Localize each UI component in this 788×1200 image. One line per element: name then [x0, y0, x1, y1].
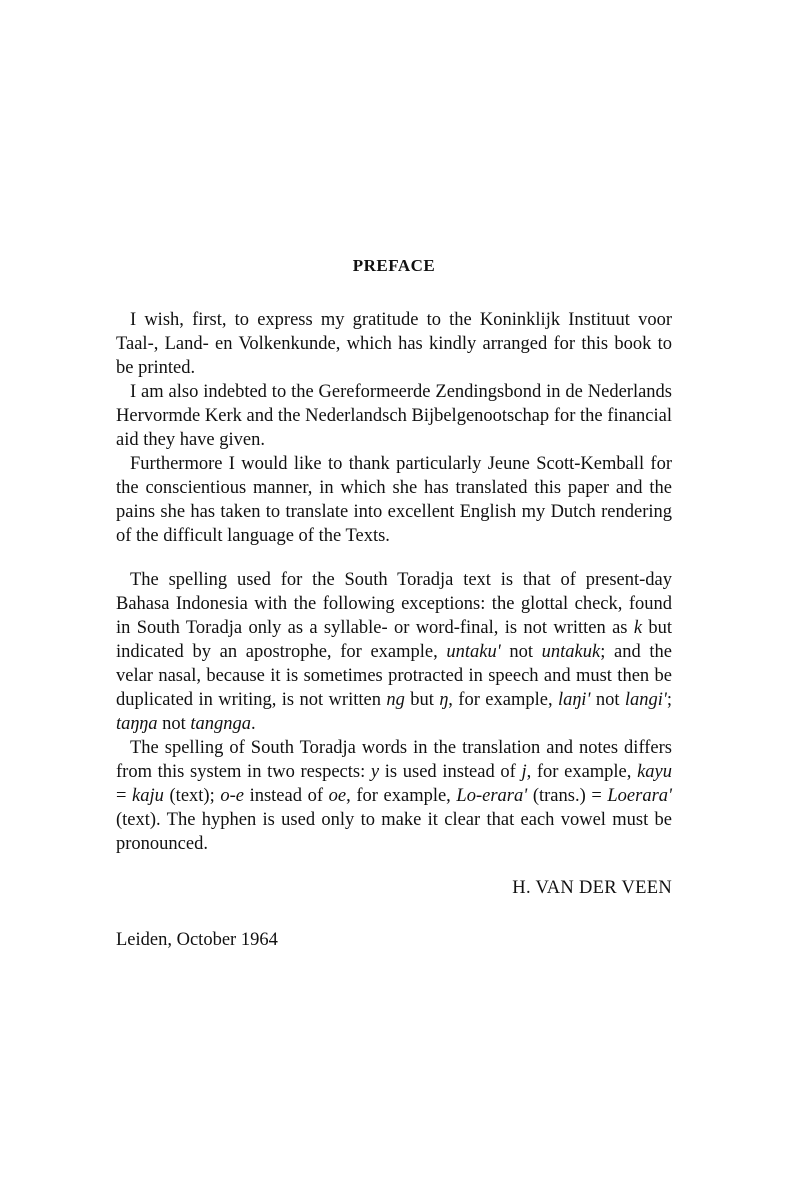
italic-term: tangnga: [190, 714, 252, 734]
text-run: but indicated by an apostrophe, for example,: [116, 618, 672, 662]
paragraph: I am also indebted to the Gereformeerde Zendingsbond in de Nederlands Hervormde Kerk and the Nederlandsch Bijbelgenootschap for the financial aid they have given.: [116, 382, 672, 450]
italic-term: ŋ: [439, 690, 449, 710]
text-run: instead of: [243, 786, 329, 806]
page-title: PREFACE: [352, 256, 436, 275]
spelling-section: [116, 568, 672, 856]
text-run: not: [590, 690, 625, 710]
acknowledgements-section: [116, 308, 672, 548]
text-run: The spelling of South Toradja words in the translation and notes differs from this system in two respects:: [116, 738, 672, 782]
text-run: =: [116, 786, 133, 806]
italic-term: kayu: [637, 762, 672, 782]
italic-term: j: [521, 762, 527, 782]
text-run: .: [251, 714, 256, 734]
text-run: (trans.) =: [527, 786, 608, 806]
italic-term: taŋŋa: [116, 714, 158, 734]
italic-term: Lo-erara': [456, 786, 528, 806]
text-run: , for example,: [448, 690, 558, 710]
text-run: (text). The hyphen is used only to make it clear that each vowel must be pronounced.: [116, 810, 672, 854]
italic-term: kaju: [132, 786, 164, 806]
text-run: The spelling used for the South Toradja text is that of present-day Bahasa Indonesia with the following exceptions: the glottal check, found in South Toradja only as a syllable- or word-final, is not written as: [116, 570, 672, 638]
italic-term: ng: [386, 690, 405, 710]
place-date: Leiden, October 1964: [116, 930, 278, 950]
italic-term: Loerara': [607, 786, 672, 806]
author-signature: H. VAN DER VEEN: [512, 878, 672, 898]
paragraph: I wish, first, to express my gratitude to the Koninklijk Instituut voor Taal-, Land- en Volkenkunde, which has kindly arranged for this book to be printed.: [116, 310, 672, 378]
text-run: not: [157, 714, 191, 734]
italic-term: o-e: [220, 786, 244, 806]
italic-term: y: [370, 762, 380, 782]
paragraph: Furthermore I would like to thank particularly Jeune Scott-Kemball for the conscientious manner, in which she has translated this paper and the pains she has taken to translate into excellent English my Dutch rendering of the difficult language of the Texts.: [116, 454, 672, 546]
text-run: , for example,: [526, 762, 638, 782]
italic-term: langi': [624, 690, 667, 710]
paragraph: [116, 568, 672, 736]
italic-term: untakuk: [541, 642, 601, 662]
text-run: is used instead of: [379, 762, 522, 782]
text-run: but: [404, 690, 440, 710]
text-run: ; and the velar nasal, because it is sometimes protracted in speech and must then be duplicated in writing, is not written: [116, 642, 673, 710]
text-run: ;: [666, 690, 673, 710]
italic-term: untaku': [446, 642, 501, 662]
italic-term: k: [633, 618, 643, 638]
italic-term: laŋi': [558, 690, 591, 710]
paragraph: [116, 736, 672, 856]
italic-term: oe: [328, 786, 347, 806]
text-run: , for example,: [346, 786, 457, 806]
text-run: not: [500, 642, 542, 662]
text-run: (text);: [163, 786, 221, 806]
